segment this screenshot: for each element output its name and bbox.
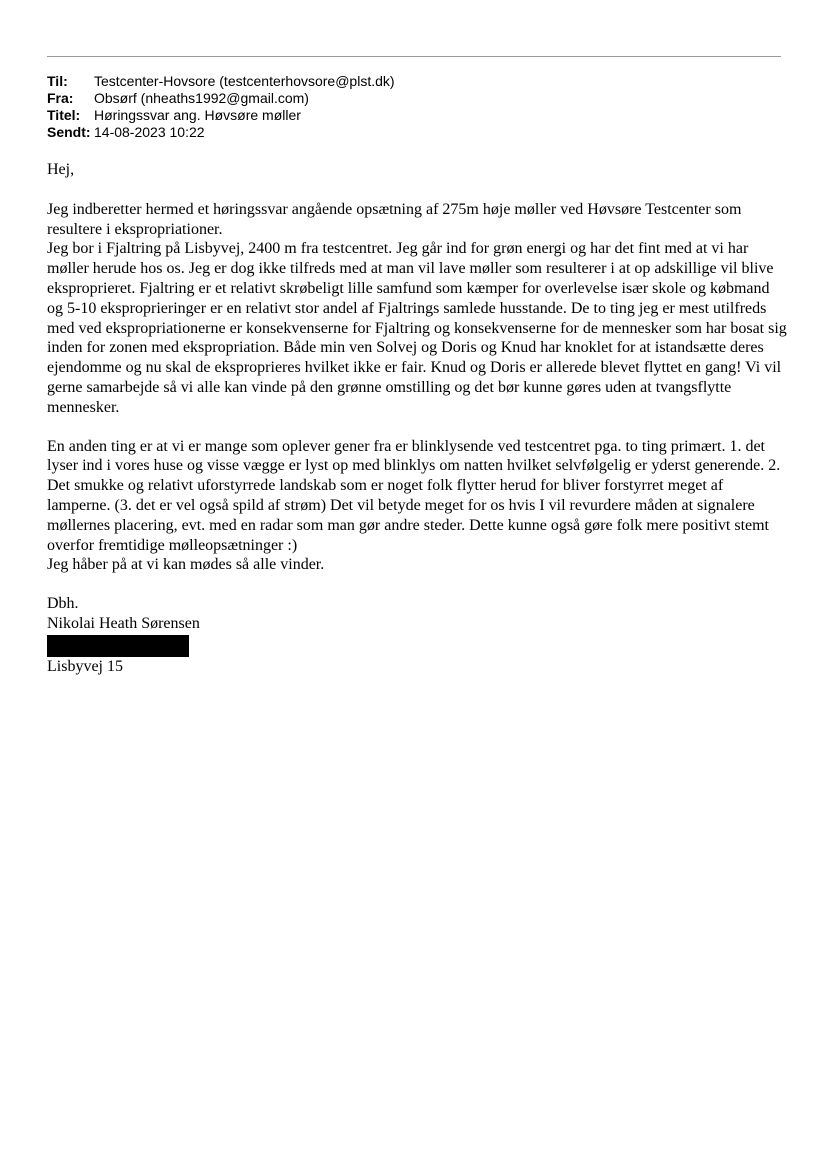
header-value: Høringssvar ang. Høvsøre møller: [94, 107, 301, 123]
header-subject: [47, 107, 395, 124]
header-label: Til:: [47, 73, 68, 89]
paragraph-spacer: [47, 575, 787, 594]
header-value: Obsørf (nheaths1992@gmail.com): [94, 90, 309, 106]
header-from: [47, 90, 395, 107]
header-divider: [47, 56, 781, 57]
header-label: Sendt:: [47, 124, 91, 140]
header-value: 14-08-2023 10:22: [94, 124, 205, 140]
email-header: [47, 73, 395, 141]
greeting: Hej,: [47, 161, 75, 178]
header-label: Fra:: [47, 90, 74, 106]
signature-name: Nikolai Heath Sørensen: [47, 614, 200, 632]
paragraph-spacer: [47, 418, 787, 437]
email-body: [47, 160, 787, 677]
header-value: Testcenter-Hovsore (testcenterhovsore@plst.dk): [94, 73, 395, 89]
signature-address: Lisbyvej 15: [47, 657, 123, 675]
header-label: Titel:: [47, 107, 81, 123]
header-to: [47, 73, 395, 90]
redaction-block: [47, 635, 189, 657]
header-sent: [47, 124, 395, 141]
paragraph-intro: Jeg indberetter hermed et høringssvar angående opsætning af 275m høje møller ved Høvsøre Testcenter som resultere i ekspropriationer.: [47, 200, 742, 238]
paragraph-lights: En anden ting er at vi er mange som oplever gener fra er blinklysende ved testcentret pga. to ting primært. 1. det lyser ind i vores huse og visse vægge er lyst op med blinklys om natten hvilket selvfølgelig er yderst generende. 2. Det smukke og relativt uforstyrrede landskab som er noget folk flytter herud for bliver forstyrret meget af lamperne. (3. det er vel også spild af strøm) Det vil betyde meget for os hvis I vil revurdere måden at signalere møllernes placering, evt. med en radar som man gør andre steder. Dette kunne også gøre folk mere positivt stemt overfor fremtidige mølleopsætninger :): [47, 437, 781, 554]
closing: Dbh.: [47, 595, 79, 613]
paragraph-expropriation: Jeg bor i Fjaltring på Lisbyvej, 2400 m fra testcentret. Jeg går ind for grøn energi og har det fint med at vi har møller herude hos os. Jeg er dog ikke tilfreds med at man vil lave møller som resulterer i at op adskillige vil blive eksproprieret. Fjaltring er et relativt skrøbeligt lille samfund som kæmper for overlevelse især skole og købmand og 5-10 eksproprieringer er en relativt stor andel af Fjaltrings samlede husstande. De to ting jeg er mest utilfreds med ved ekspropriationerne er konsekvenserne for Fjaltring og konsekvenserne for de mennesker som har bosat sig inden for zonen med ekspropriation. Både min ven Solvej og Doris og Knud har knoklet for at istandsætte deres ejendomme og nu skal de eksproprieres hvilket ikke er fair. Knud og Doris er allerede blevet flyttet en gang! Vi vil gerne samarbejde så vi alle kan vinde på den grønne omstilling og det bør kunne gøres uden at tvangsflytte mennesker.: [47, 240, 787, 416]
paragraph-hope: Jeg håber på at vi kan mødes så alle vinder.: [47, 556, 325, 574]
